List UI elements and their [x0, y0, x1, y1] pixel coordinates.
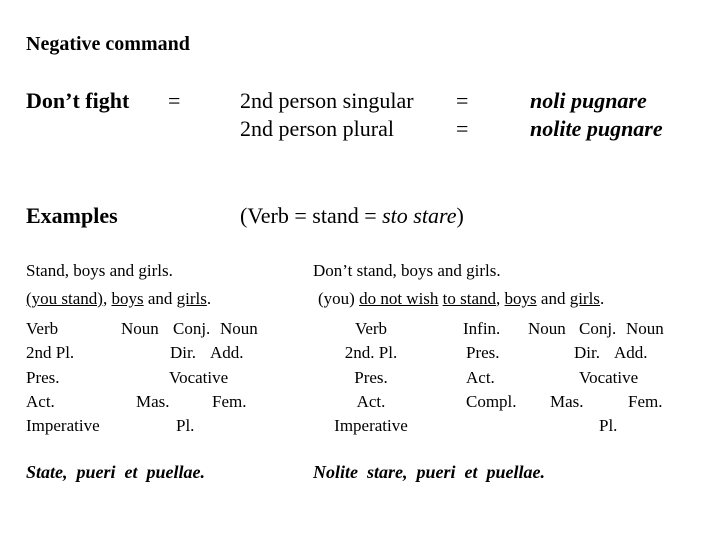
parse-label: Add. [210, 343, 244, 362]
gloss-you-stand: (you stand) [26, 289, 103, 308]
parse-label: Act. [356, 392, 386, 411]
parse-label: Pl. [599, 416, 618, 435]
right-latin: Nolite stare, pueri et puellae. [313, 462, 545, 482]
parse-label: Add. [614, 343, 648, 362]
gloss-to-stand: to stand [442, 289, 497, 308]
parse-label: 2nd. Pl. [344, 343, 398, 362]
parse-label: Imperative [334, 416, 408, 435]
verb-note-prefix: (Verb = stand = [240, 203, 383, 228]
plural-label: 2nd person plural [240, 116, 394, 141]
parse-label: Compl. [466, 392, 517, 411]
gloss-boys: boys [111, 289, 144, 308]
parse-label: Fem. [628, 392, 663, 411]
parse-label: Pres. [354, 368, 388, 387]
equals-sign: = [168, 88, 181, 113]
equals-sign: = [456, 88, 469, 113]
parse-label: Vocative [579, 368, 639, 387]
parse-label: Mas. [550, 392, 584, 411]
parse-label: Vocative [169, 368, 229, 387]
parse-label: Dir. [170, 343, 196, 362]
verb-note [240, 205, 464, 227]
left-latin: State, pueri et puellae. [26, 462, 205, 482]
gloss-and: and [536, 289, 570, 308]
parse-label: Mas. [136, 392, 170, 411]
parse-label: Noun [528, 319, 566, 338]
parse-label: Pres. [26, 368, 60, 387]
left-gloss [26, 290, 211, 307]
parse-label: Infin. [463, 319, 501, 338]
verb-note-latin: sto stare [382, 203, 457, 228]
parse-label: Conj. [579, 319, 617, 338]
gloss-do-not-wish: do not wish [359, 289, 439, 308]
parse-label: Act. [26, 392, 55, 411]
gloss-comma: , [496, 289, 505, 308]
gloss-boys: boys [504, 289, 537, 308]
parse-label: 2nd Pl. [26, 343, 75, 362]
gloss-end: . [206, 289, 212, 308]
right-gloss [318, 290, 604, 307]
parse-label: Imperative [26, 416, 100, 435]
phrase-label: Don’t fight [26, 88, 130, 113]
gloss-comma: , [102, 289, 112, 308]
gloss-you: (you) [318, 289, 360, 308]
singular-label: 2nd person singular [240, 88, 414, 113]
parse-label: Verb [354, 319, 388, 338]
parse-label: Pl. [176, 416, 195, 435]
plural-form: nolite pugnare [530, 116, 663, 141]
parse-label: Noun [626, 319, 664, 338]
singular-form: noli pugnare [530, 88, 647, 113]
gloss-and: and [143, 289, 177, 308]
gloss-girls: girls [569, 289, 600, 308]
gloss-end: . [599, 289, 605, 308]
left-english: Stand, boys and girls. [26, 261, 173, 280]
parse-label: Act. [466, 368, 495, 387]
parse-label: Verb [26, 319, 59, 338]
examples-label: Examples [26, 203, 118, 228]
gloss-girls: girls [176, 289, 207, 308]
parse-label: Noun [121, 319, 159, 338]
parse-label: Conj. [173, 319, 211, 338]
page-title: Negative command [26, 33, 190, 55]
parse-label: Dir. [574, 343, 600, 362]
equals-sign: = [456, 116, 469, 141]
right-english: Don’t stand, boys and girls. [313, 261, 501, 280]
parse-label: Fem. [212, 392, 247, 411]
parse-label: Noun [220, 319, 258, 338]
parse-label: Pres. [466, 343, 500, 362]
verb-note-suffix: ) [456, 203, 464, 228]
